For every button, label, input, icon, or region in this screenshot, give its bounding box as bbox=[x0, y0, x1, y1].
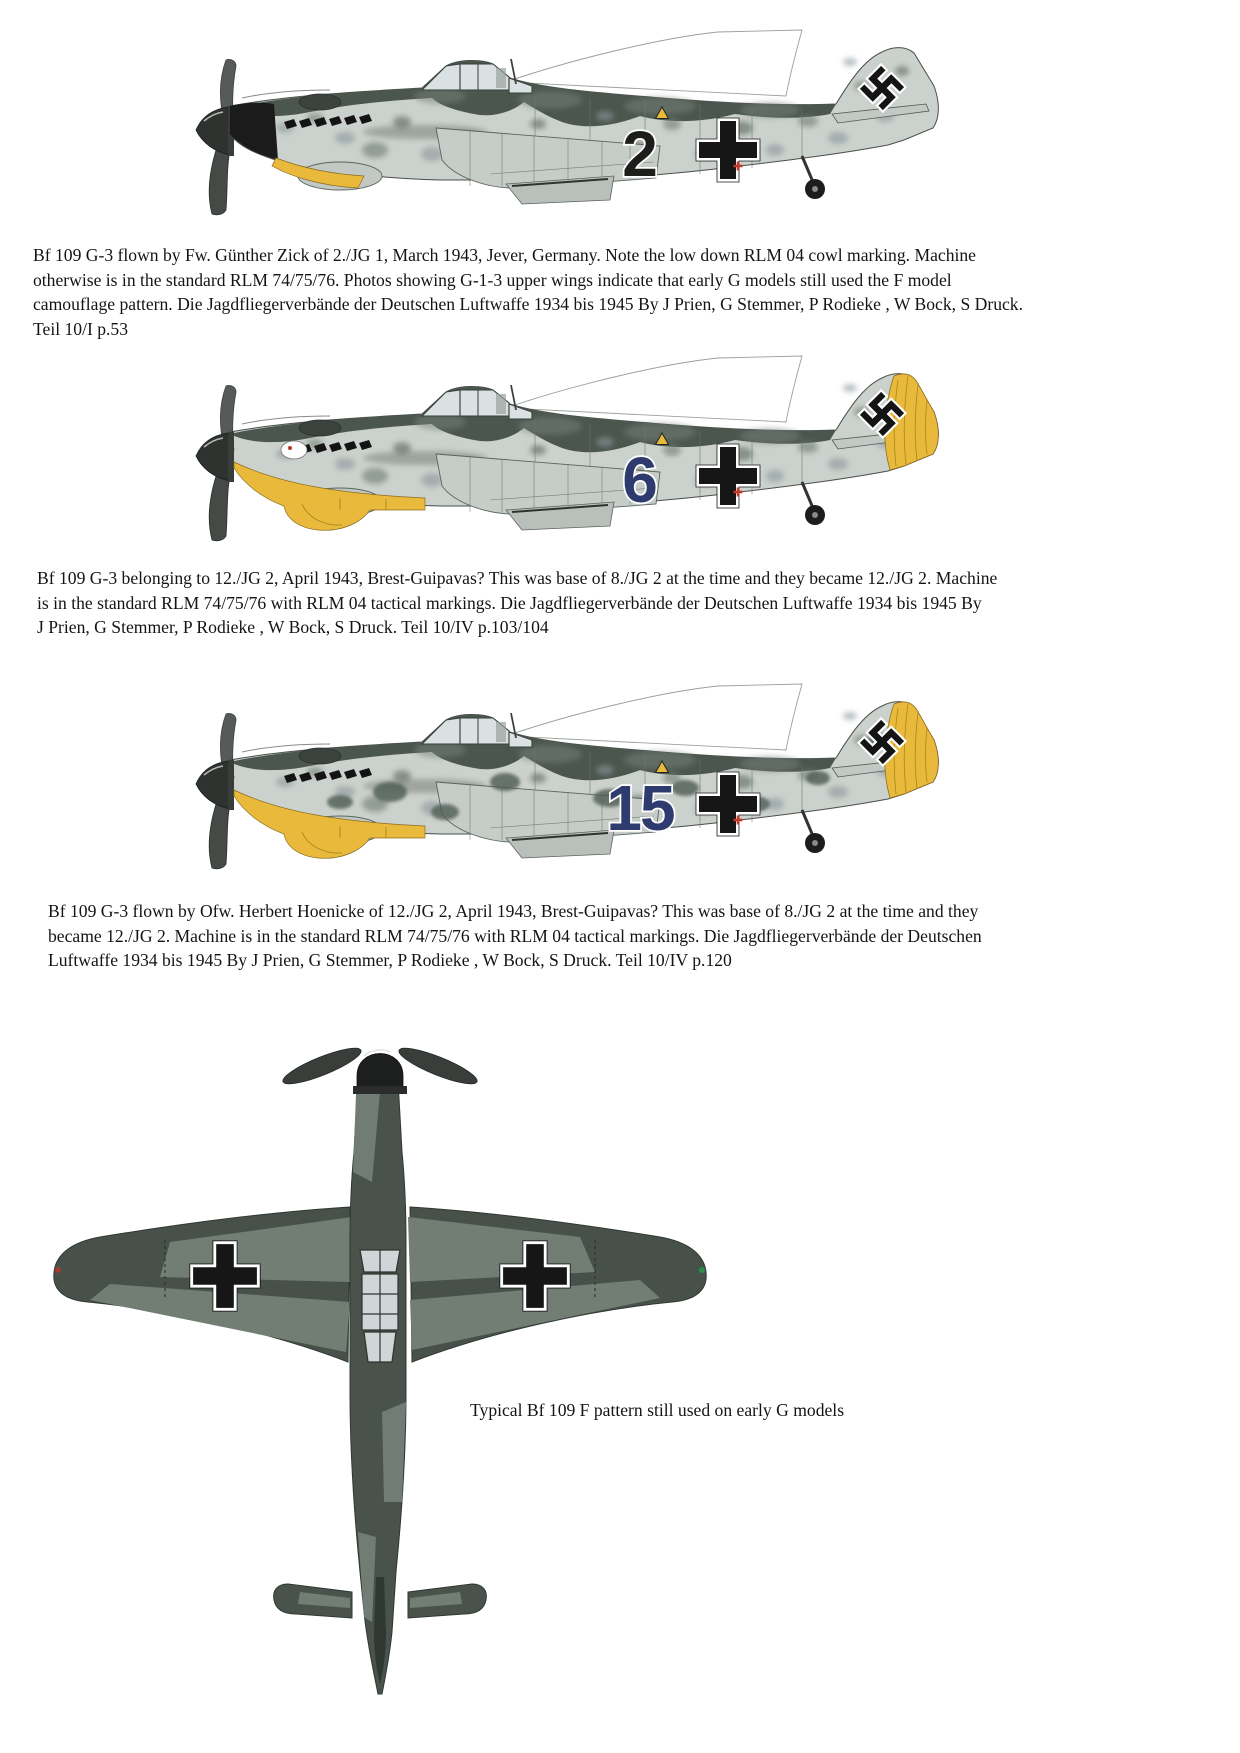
black-cowl-ring bbox=[230, 103, 278, 160]
side-profile-illustration-3 bbox=[190, 680, 990, 895]
caption-line: Bf 109 G-3 flown by Ofw. Herbert Hoenicke of 12./JG 2, April 1943, Brest-Guipavas? This was base of 8./JG 2 at the time and they bbox=[48, 901, 979, 921]
unit-emblem bbox=[281, 441, 307, 459]
profile-caption-1 bbox=[33, 243, 1203, 341]
caption-line: became 12./JG 2. Machine is in the standard RLM 74/75/76 with RLM 04 tactical markings. Die Jagdfliegerverbände der Deutschen bbox=[48, 925, 982, 946]
caption-line: Teil 10/I p.53 bbox=[33, 318, 129, 339]
nav-light-green bbox=[699, 1267, 705, 1273]
canopy-top bbox=[360, 1250, 400, 1362]
side-profile-illustration-1 bbox=[190, 26, 990, 241]
caption-line: is in the standard RLM 74/75/76 with RLM 04 tactical markings. Die Jagdfliegerverbände der Deutschen Luftwaffe 1934 bis 1945 By bbox=[37, 592, 982, 613]
aircraft-top-view-illustration bbox=[20, 1032, 740, 1732]
profile-caption-3 bbox=[48, 899, 1178, 973]
caption-line: otherwise is in the standard RLM 74/75/76. Photos showing G-1-3 upper wings indicate that early G models still used the F model bbox=[33, 269, 952, 290]
top-view-caption: Typical Bf 109 F pattern still used on early G models bbox=[470, 1400, 845, 1420]
nose-and-spinner bbox=[353, 1050, 407, 1094]
nav-light-red bbox=[55, 1267, 61, 1273]
caption-line: J Prien, G Stemmer, P Rodieke , W Bock, S Druck. Teil 10/IV p.103/104 bbox=[37, 617, 549, 638]
profile-caption-2 bbox=[37, 566, 1207, 640]
caption-line: camouflage pattern. Die Jagdfliegerverbände der Deutschen Luftwaffe 1934 bis 1945 By J Prien, G Stemmer, P Rodieke , W Bock, S Druck. bbox=[33, 294, 1023, 315]
caption-line: Luftwaffe 1934 bis 1945 By J Prien, G Stemmer, P Rodieke , W Bock, S Druck. Teil 10/IV p.120 bbox=[48, 950, 732, 971]
side-profile-illustration-2 bbox=[190, 352, 990, 567]
caption-line: Bf 109 G-3 belonging to 12./JG 2, April 1943, Brest-Guipavas? This was base of 8./JG 2 at the time and they became 12./JG 2. Machine bbox=[37, 568, 998, 588]
tactical-number: 6 bbox=[622, 444, 658, 516]
tactical-number: 15 bbox=[606, 772, 674, 844]
tactical-number: 2 bbox=[622, 118, 658, 190]
caption-line: Bf 109 G-3 flown by Fw. Günther Zick of 2./JG 1, March 1943, Jever, Germany. Note the low down RLM 04 cowl marking. Machine bbox=[33, 245, 976, 265]
